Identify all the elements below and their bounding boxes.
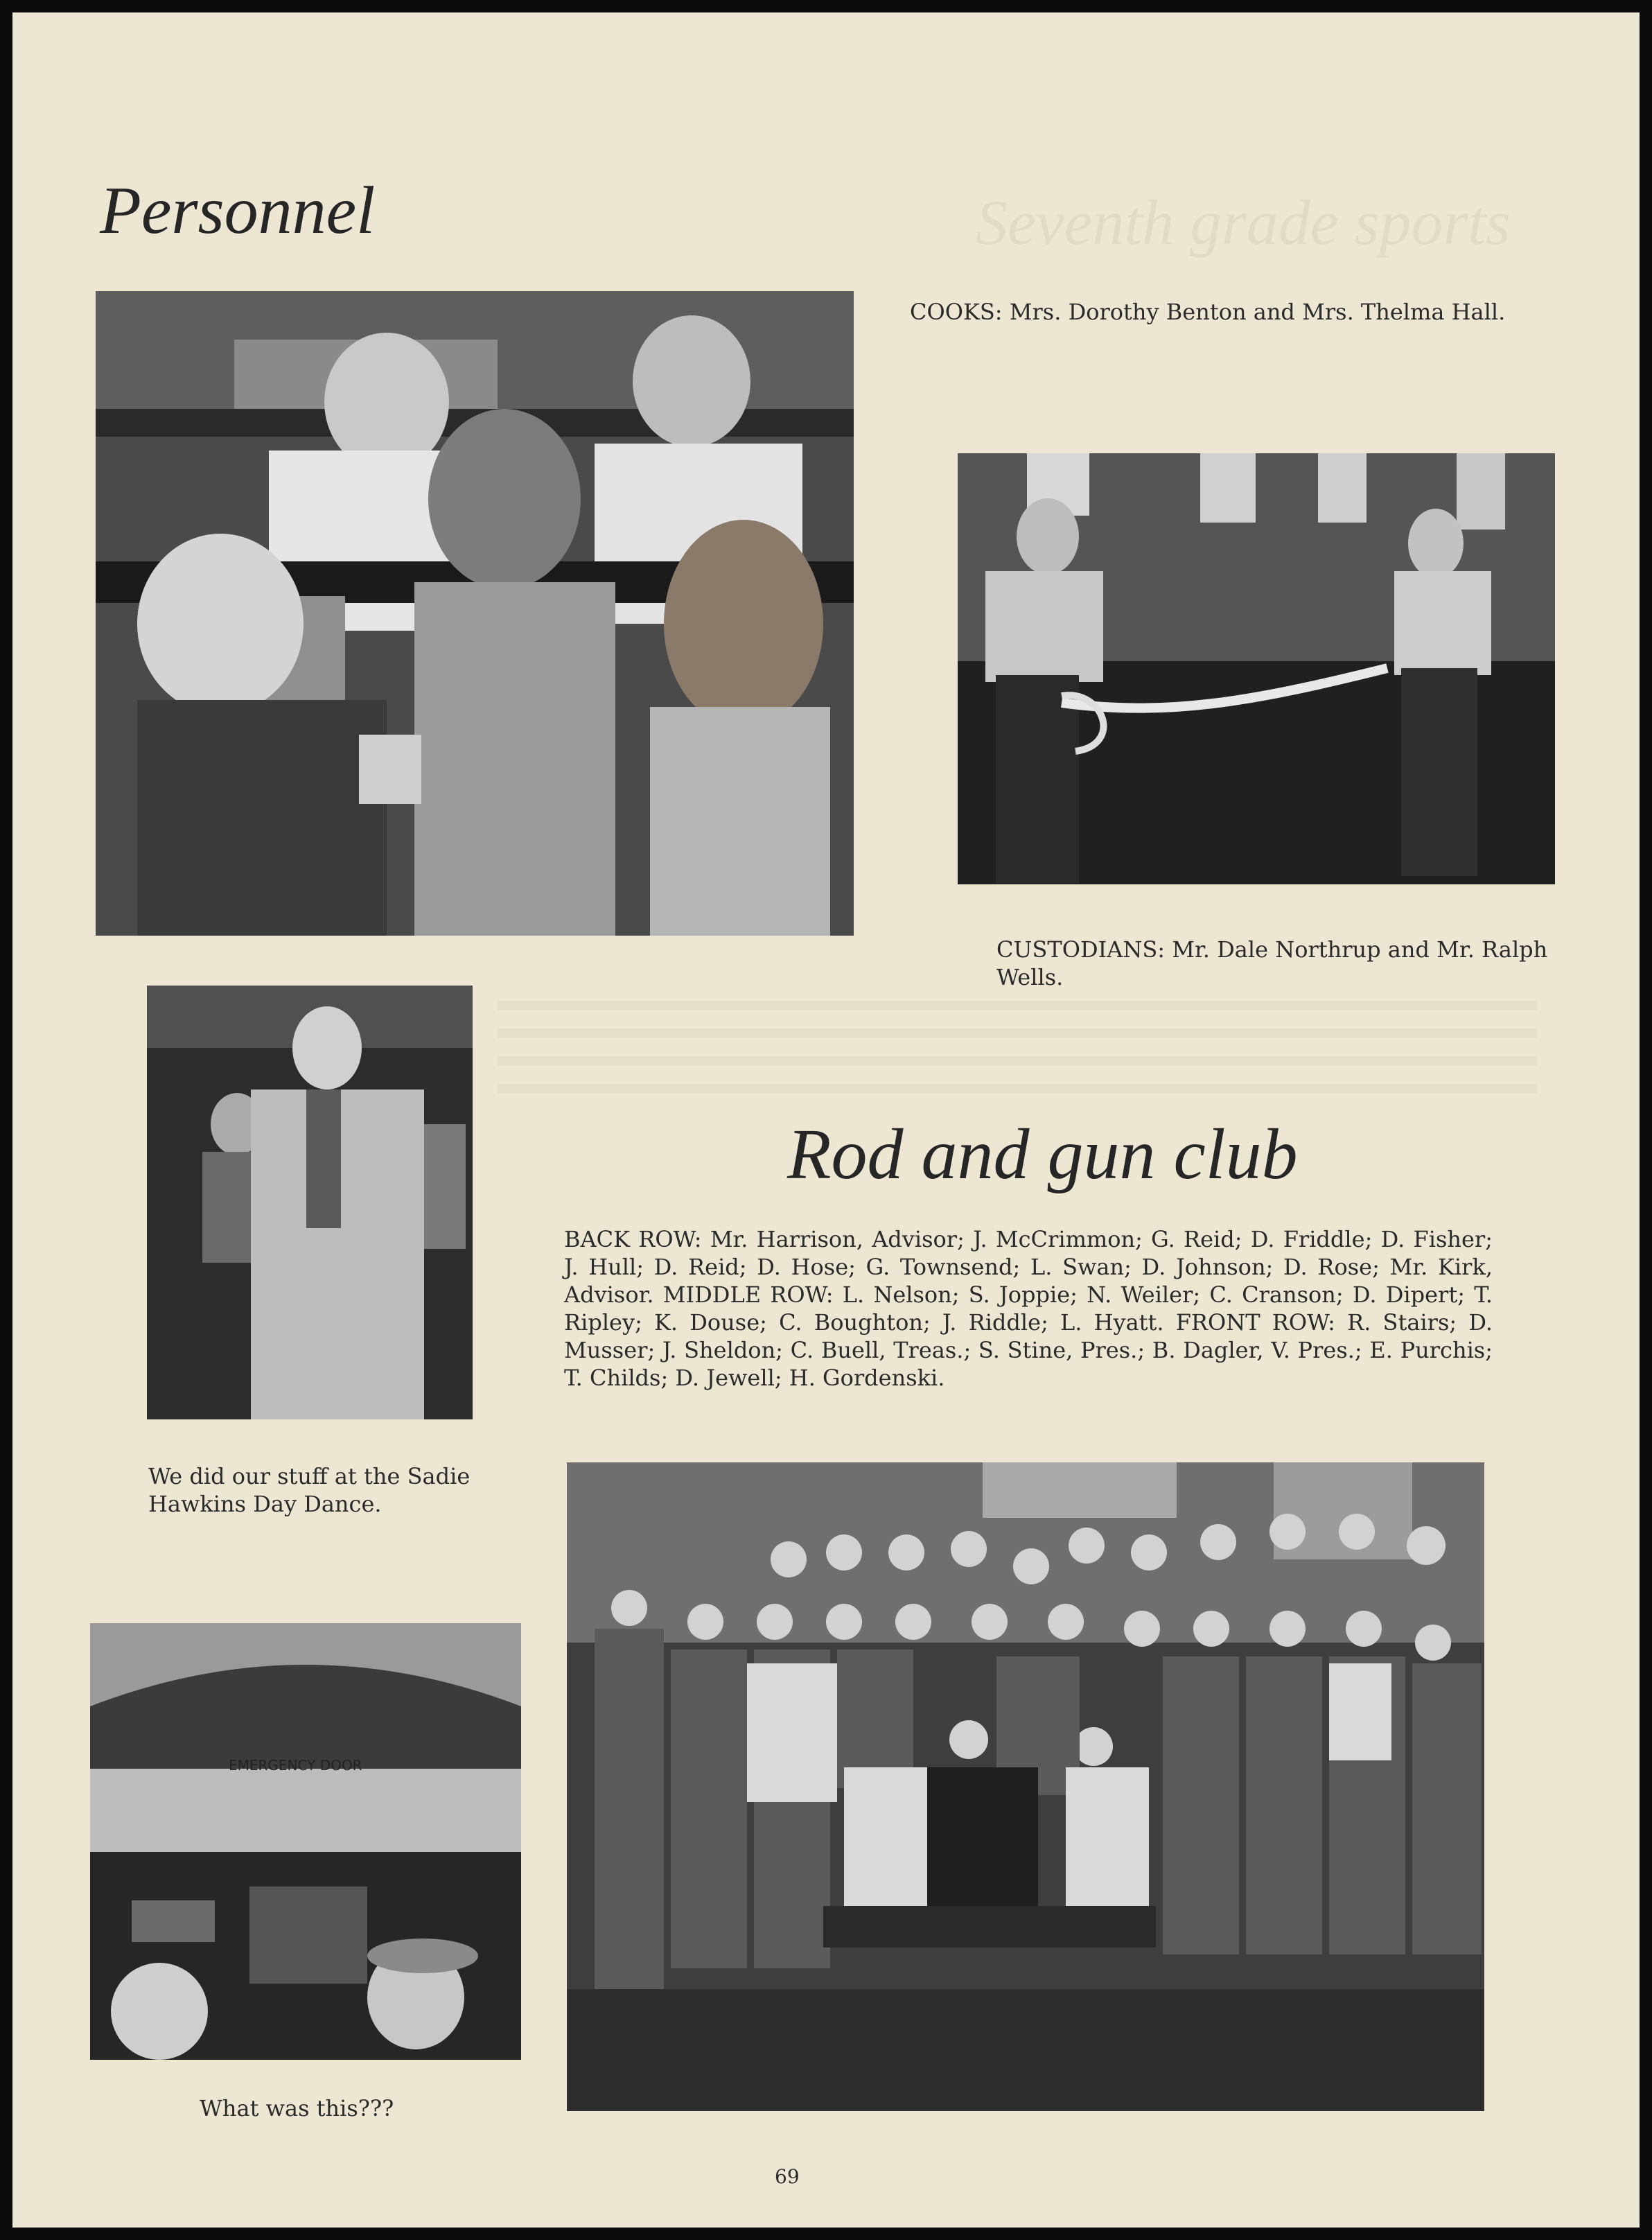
page-number: 69 — [775, 2165, 800, 2188]
bus-door-sign: EMERGENCY DOOR — [229, 1757, 362, 1774]
bleed-through-lines — [498, 983, 1537, 1112]
rod-and-gun-heading: Rod and gun club — [787, 1114, 1298, 1194]
bus-photo — [90, 1623, 521, 2060]
cooks-caption: COOKS: Mrs. Dorothy Benton and Mrs. Thelma Hall. — [910, 299, 1506, 325]
bus-caption: What was this??? — [200, 2095, 394, 2121]
yearbook-page — [12, 12, 1640, 2228]
custodians-caption: CUSTODIANS: Mr. Dale Northrup and Mr. Ralph Wells. — [996, 936, 1548, 990]
personnel-heading: Personnel — [100, 173, 376, 248]
bleed-through-text: Seventh grade sports — [976, 187, 1511, 258]
dance-caption: We did our stuff at the Sadie Hawkins Day Dance. — [148, 1463, 471, 1517]
cooks-photo — [96, 291, 854, 936]
club-group-photo — [567, 1462, 1484, 2111]
dance-photo — [147, 986, 473, 1419]
custodians-photo — [958, 453, 1555, 884]
roster-caption: BACK ROW: Mr. Harrison, Advisor; J. McCrimmon; G. Reid; D. Friddle; D. Fisher; J. Hull; D. Reid; D. Hose; G. Townsend; L. Swan; D. Johnson; D. Rose; Mr. Kirk, Advisor. MIDDLE ROW: L. Nelson; S. Joppie; N. Weiler; C. Cranson; D. Dipert; T. Ripley; K. Douse; C. Boughton; J. Riddle; L. Hyatt. FRONT ROW: R. Stairs; D. Musser; J. Sheldon; C. Buell, Treas.; S. Stine, Pres.; B. Dagler, V. Pres.; E. Purchis; T. Childs; D. Jewell; H. Gordenski. — [564, 1226, 1493, 1391]
